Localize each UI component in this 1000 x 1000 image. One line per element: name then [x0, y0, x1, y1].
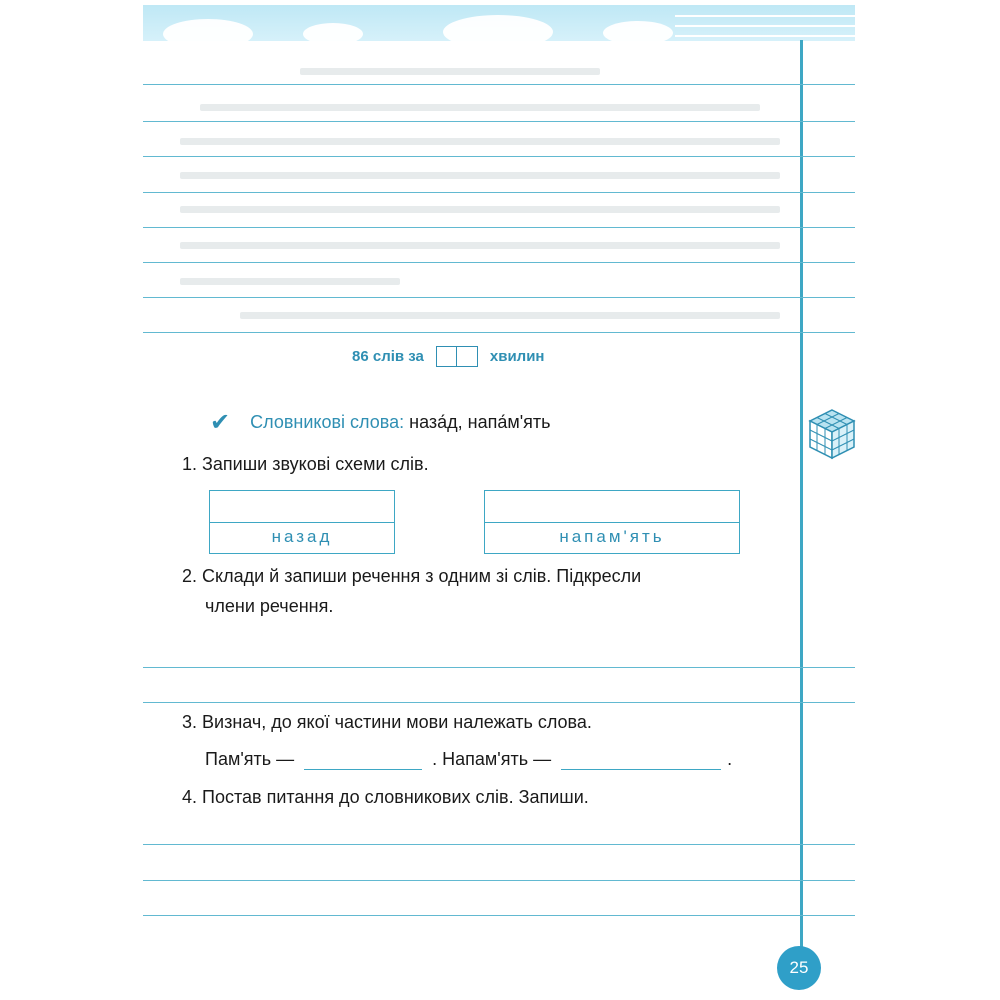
vocabulary-words [210, 408, 551, 437]
sound-scheme-2[interactable] [484, 490, 740, 554]
writing-line [143, 121, 855, 122]
scheme-word-1: назад [271, 527, 333, 546]
task-2-line-1: 2. Склади й запиши речення з одним зі слів. Підкресли [182, 566, 642, 586]
writing-line[interactable] [143, 702, 855, 703]
task-3-word-2: . Напам'ять — [432, 749, 552, 769]
task-3: 3. Визнач, до якої частини мови належать слова. [182, 712, 592, 732]
answer-blank-2[interactable] [561, 751, 721, 770]
cloud-banner [143, 5, 855, 41]
task-3-answers [205, 749, 732, 770]
answer-blank-1[interactable] [304, 751, 422, 770]
vocab-label: Словникові слова: [250, 412, 405, 432]
cube-icon [808, 408, 856, 460]
counter-suffix: хвилин [489, 348, 545, 365]
writing-line [143, 227, 855, 228]
vocab-words: наза́д, напа́м'ять [409, 412, 551, 432]
writing-line [143, 332, 855, 333]
counter-prefix: 86 слів за [352, 348, 424, 365]
task-2-line-2: члени речення. [205, 596, 334, 616]
writing-line [143, 192, 855, 193]
writing-line[interactable] [143, 880, 855, 881]
writing-line [143, 297, 855, 298]
reading-counter [352, 346, 545, 367]
page-number-badge: 25 [777, 946, 821, 990]
minutes-input-boxes[interactable] [436, 346, 478, 367]
writing-line [143, 262, 855, 263]
writing-line [143, 84, 855, 85]
writing-line[interactable] [143, 915, 855, 916]
writing-line [143, 156, 855, 157]
writing-line[interactable] [143, 667, 855, 668]
task-3-word-1: Пам'ять — [205, 749, 295, 769]
task-3-end: . [727, 749, 733, 769]
task-1: 1. Запиши звукові схеми слів. [182, 454, 429, 474]
check-icon: ✔ [210, 409, 231, 436]
task-4: 4. Постав питання до словникових слів. Запиши. [182, 787, 589, 807]
writing-line[interactable] [143, 844, 855, 845]
scheme-word-2: напам'ять [559, 527, 665, 546]
sound-scheme-1[interactable] [209, 490, 395, 554]
